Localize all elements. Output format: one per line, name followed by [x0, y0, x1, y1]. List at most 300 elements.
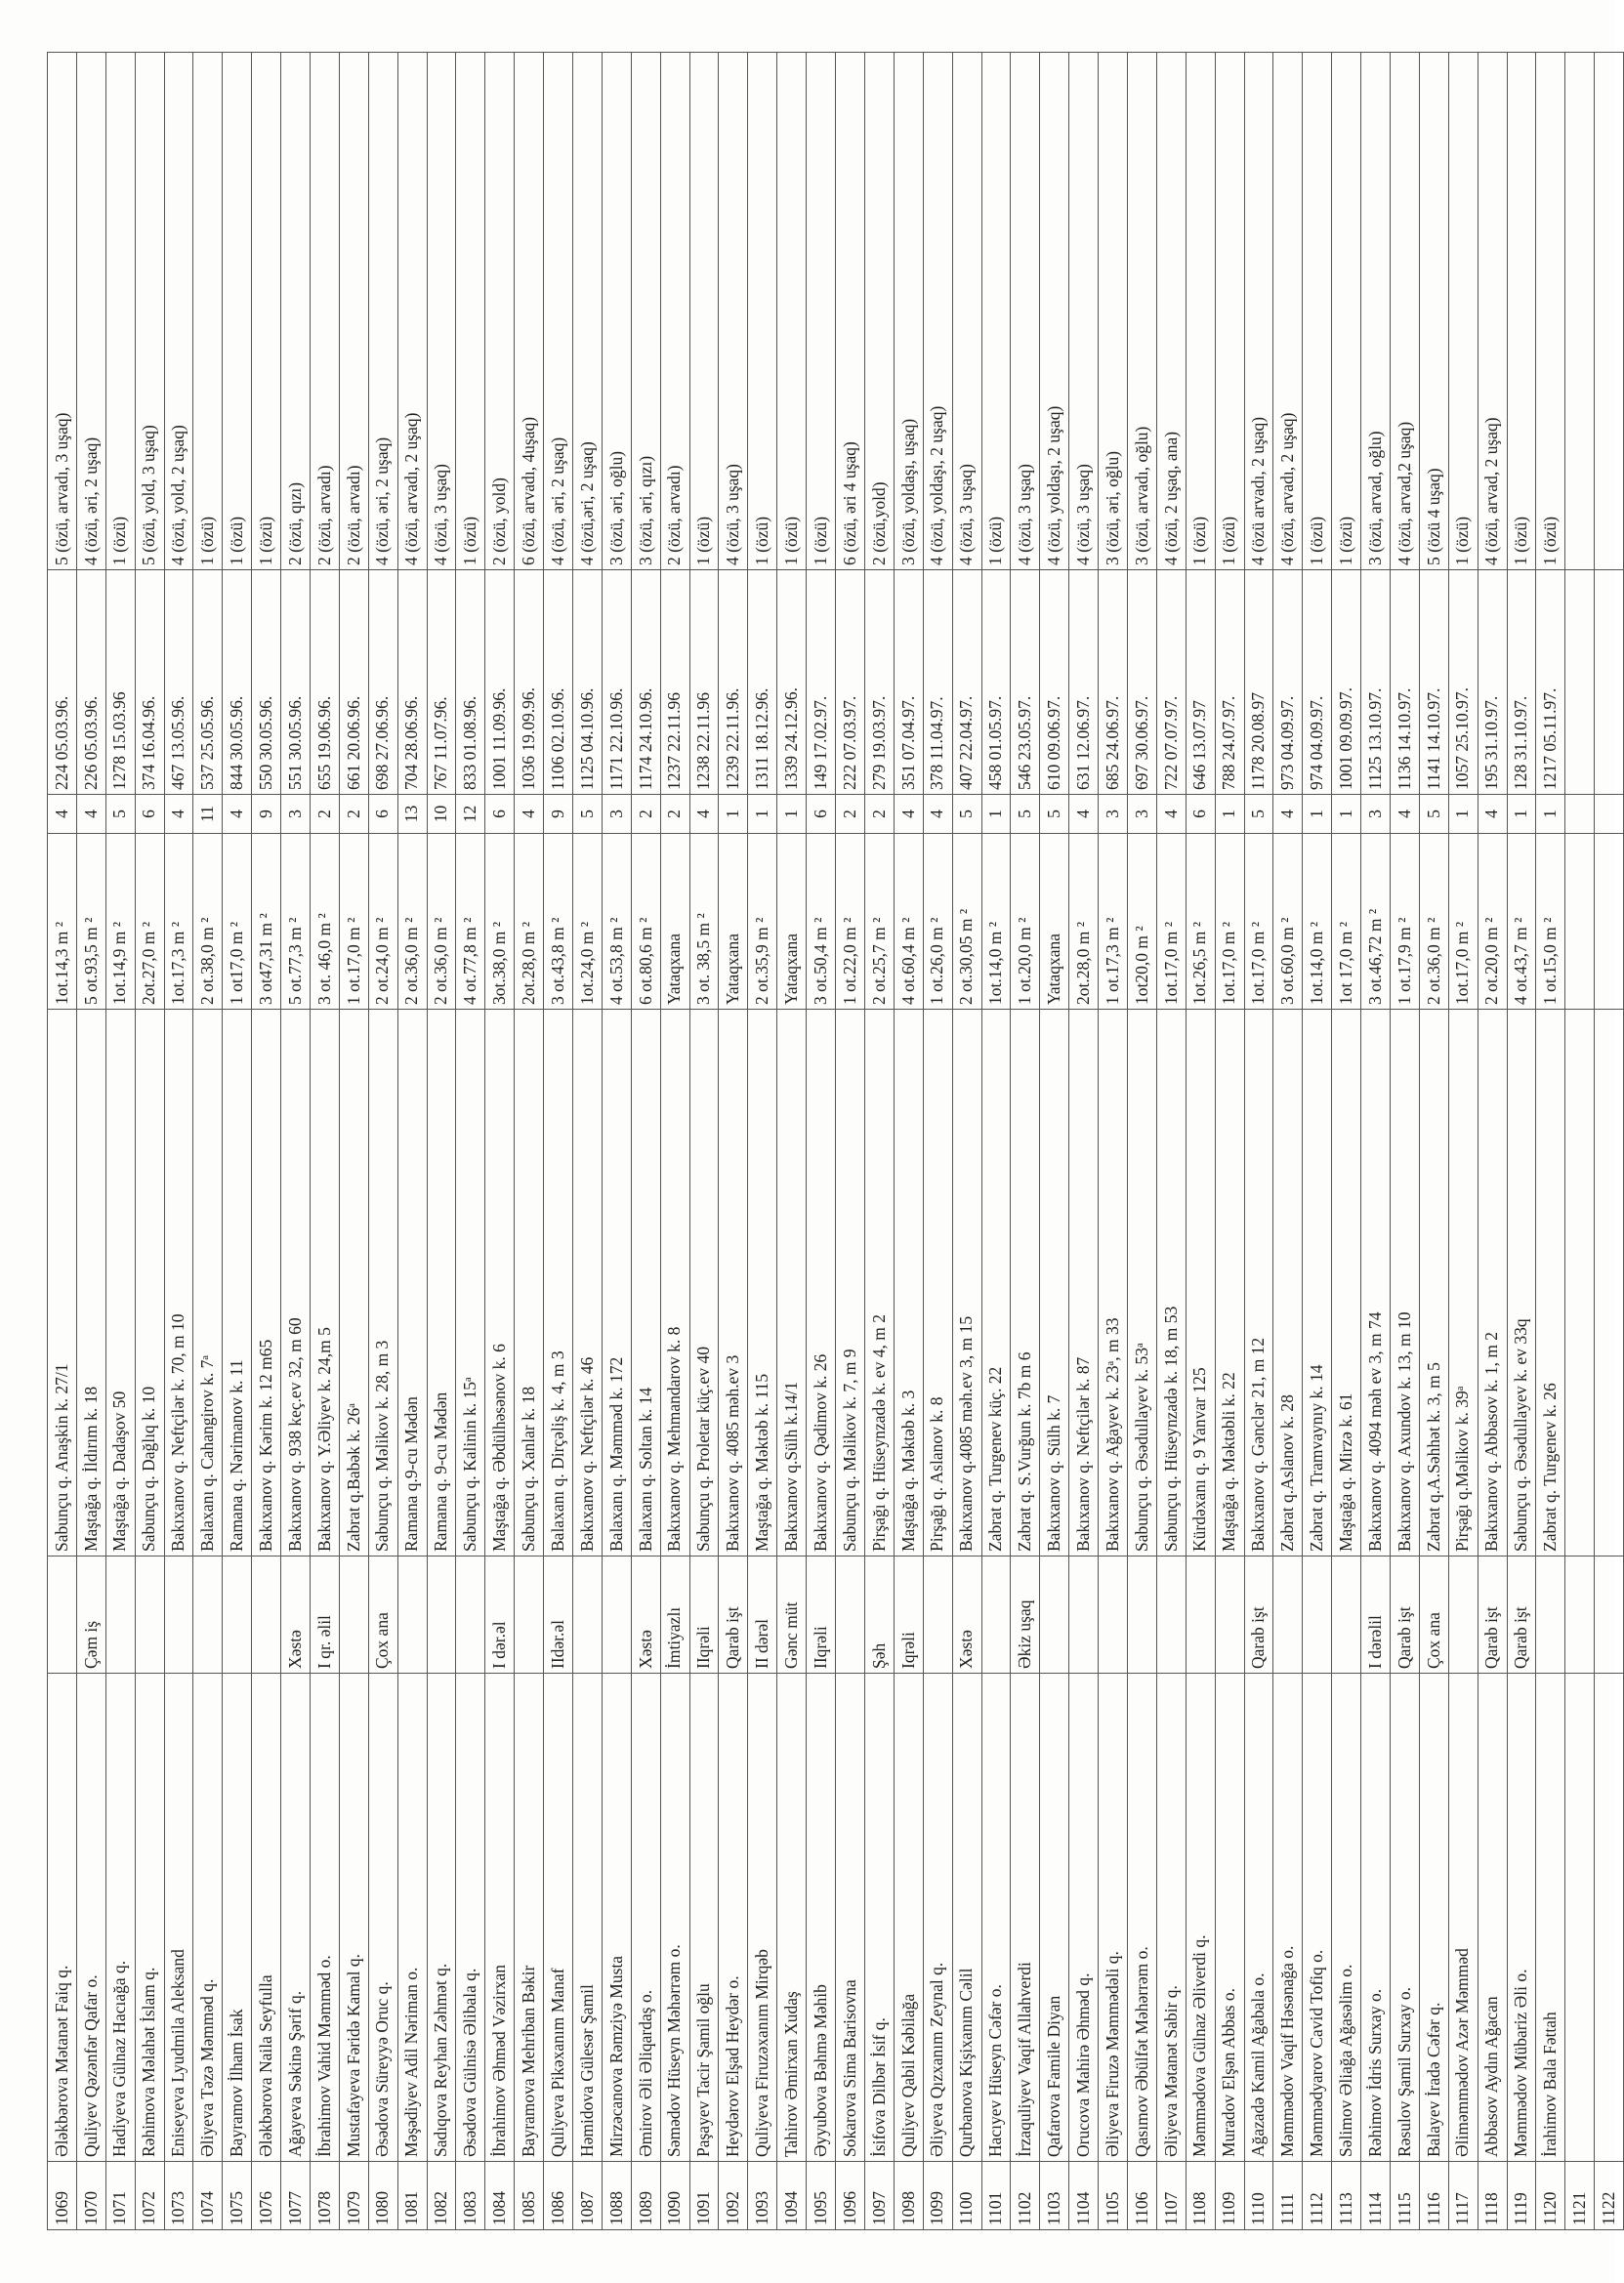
registration-number-date-cell: 833 01.08.96.: [456, 570, 485, 795]
address-cell: Maştağa q. İldırım k. 18: [76, 1010, 105, 1557]
family-composition-cell: 3 (özü, arvad, oğlu): [1361, 53, 1391, 570]
family-size-cell: 4: [1069, 795, 1099, 834]
registration-number-date-cell: 222 07.03.97.: [836, 570, 865, 795]
row-number-cell: 1114: [1361, 2162, 1391, 2230]
table-row: [981, 53, 1011, 2230]
apartment-info-cell: 3 ot.50,4 m ²: [807, 834, 836, 1010]
registration-number-date-cell: 1311 18.12.96.: [748, 570, 777, 795]
priority-category-cell: Xəstə: [281, 1557, 311, 1674]
priority-category-cell: [1215, 1557, 1244, 1674]
apartment-info-cell: 1ot.14,3 m ²: [48, 834, 77, 1010]
registration-number-date-cell: 788 24.07.97.: [1215, 570, 1244, 795]
apartment-info-cell: 2ot.28,0 m ²: [1069, 834, 1099, 1010]
priority-category-cell: [252, 1557, 281, 1674]
row-number-cell: 1069: [48, 2162, 77, 2230]
row-number-cell: 1072: [135, 2162, 164, 2230]
row-number-cell: 1077: [281, 2162, 311, 2230]
priority-category-cell: [397, 1557, 427, 1674]
person-name-cell: Hadiyeva Gülnaz Hacıağa q.: [105, 1674, 135, 2162]
apartment-info-cell: 1ot20,0 m ²: [1127, 834, 1156, 1010]
row-number-cell: 1075: [223, 2162, 252, 2230]
priority-category-cell: IIdər.əl: [544, 1557, 573, 1674]
priority-category-cell: [573, 1557, 603, 1674]
person-name-cell: Muradov Elşən Abbas o.: [1215, 1674, 1244, 2162]
apartment-info-cell: 1 ot.15,0 m ²: [1536, 834, 1565, 1010]
family-composition-cell: 1 (özü): [456, 53, 485, 570]
table-row: [252, 53, 281, 2230]
registration-number-date-cell: 378 11.04.97.: [923, 570, 952, 795]
priority-category-cell: Gənc müt: [777, 1557, 807, 1674]
address-cell: Zabrat q.Babək k. 26ᵃ: [339, 1010, 368, 1557]
priority-category-cell: I dərəlil: [1361, 1557, 1391, 1674]
address-cell: [1595, 1010, 1624, 1557]
registration-number-date-cell: 704 28.06.96.: [397, 570, 427, 795]
person-name-cell: Məmmədyarov Cavid Tofiq o.: [1303, 1674, 1332, 2162]
family-composition-cell: 1 (özü): [1536, 53, 1565, 570]
table-row: [485, 53, 515, 2230]
address-cell: Sabunçu q. Məlikov k. 28, m 3: [368, 1010, 397, 1557]
priority-category-cell: IIqrəli: [689, 1557, 719, 1674]
family-size-cell: 1: [981, 795, 1011, 834]
address-cell: Maştağa q. Məktəb k. 115: [748, 1010, 777, 1557]
family-composition-cell: 1 (özü): [193, 53, 223, 570]
family-size-cell: 4: [923, 795, 952, 834]
person-name-cell: İrahimov Bala Fəttah: [1536, 1674, 1565, 2162]
apartment-info-cell: 1ot.14,9 m ²: [105, 834, 135, 1010]
family-size-cell: 10: [427, 795, 456, 834]
address-cell: Bakıxanov q. Abbasov k. 1, m 2: [1478, 1010, 1507, 1557]
table-row: [1040, 53, 1069, 2230]
family-size-cell: 4: [1156, 795, 1186, 834]
person-name-cell: Məmmədova Gülnaz Əliverdi q.: [1186, 1674, 1215, 2162]
priority-category-cell: [1069, 1557, 1099, 1674]
registration-number-date-cell: 149 17.02.97.: [807, 570, 836, 795]
table-row: [544, 53, 573, 2230]
address-cell: Sabunçu q. Hüseynzadə k. 18, m 53: [1156, 1010, 1186, 1557]
family-composition-cell: 4 (özü, əri, 2 uşaq): [368, 53, 397, 570]
registration-number-date-cell: 722 07.07.97.: [1156, 570, 1186, 795]
table-row: [719, 53, 748, 2230]
priority-category-cell: Xəstə: [952, 1557, 981, 1674]
row-number-cell: 1116: [1419, 2162, 1448, 2230]
address-cell: Bakıxanov q. Sülh k. 7: [1040, 1010, 1069, 1557]
family-size-cell: [1565, 795, 1595, 834]
family-size-cell: 3: [1099, 795, 1128, 834]
person-name-cell: Quliyeva Firuzəxanım Mirqəb: [748, 1674, 777, 2162]
registration-number-date-cell: 1125 04.10.96.: [573, 570, 603, 795]
table-row: [573, 53, 603, 2230]
family-composition-cell: 1 (özü): [1215, 53, 1244, 570]
family-size-cell: 4: [48, 795, 77, 834]
registration-number-date-cell: 1174 24.10.96.: [631, 570, 660, 795]
family-composition-cell: 3 (özü, arvadı, oğlu): [1127, 53, 1156, 570]
family-size-cell: 5: [1419, 795, 1448, 834]
family-composition-cell: 4 (özü, yold, 2 uşaq): [164, 53, 193, 570]
priority-category-cell: Qarab işt: [1390, 1557, 1419, 1674]
row-number-cell: 1119: [1507, 2162, 1536, 2230]
family-size-cell: 5: [952, 795, 981, 834]
apartment-info-cell: 1ot.17,0 m ²: [1448, 834, 1478, 1010]
row-number-cell: 1079: [339, 2162, 368, 2230]
family-size-cell: 9: [252, 795, 281, 834]
family-size-cell: 1: [1507, 795, 1536, 834]
priority-category-cell: Şəh: [864, 1557, 894, 1674]
table-row: [135, 53, 164, 2230]
family-composition-cell: 1 (özü): [777, 53, 807, 570]
priority-category-cell: [1099, 1557, 1128, 1674]
priority-category-cell: [1186, 1557, 1215, 1674]
apartment-info-cell: 1ot.17,3 m ²: [164, 834, 193, 1010]
row-number-cell: 1087: [573, 2162, 603, 2230]
table-row: [602, 53, 631, 2230]
row-number-cell: 1122: [1595, 2162, 1624, 2230]
address-cell: Maştağa q. Məktəb k. 3: [894, 1010, 923, 1557]
family-composition-cell: 2 (özü, arvadı): [311, 53, 340, 570]
person-name-cell: Ağayeva Səkinə Şərif q.: [281, 1674, 311, 2162]
address-cell: Sabunçu q. Xanlar k. 18: [515, 1010, 544, 1557]
person-name-cell: [1565, 1674, 1595, 2162]
apartment-info-cell: 2 ot.36,0 m ²: [397, 834, 427, 1010]
address-cell: Bakıxanov q. Mehmandarov k. 8: [660, 1010, 689, 1557]
row-number-cell: 1101: [981, 2162, 1011, 2230]
apartment-info-cell: 2 ot.36,0 m ²: [427, 834, 456, 1010]
address-cell: Bakıxanov q. Qədimov k. 26: [807, 1010, 836, 1557]
address-cell: Maştağa q. Əbdülhəsənov k. 6: [485, 1010, 515, 1557]
row-number-cell: 1100: [952, 2162, 981, 2230]
family-composition-cell: 1 (özü): [1332, 53, 1361, 570]
family-size-cell: 2: [836, 795, 865, 834]
apartment-info-cell: 2 ot.35,9 m ²: [748, 834, 777, 1010]
family-composition-cell: 4 (özü, arvadı, 2 uşaq): [1273, 53, 1303, 570]
row-number-cell: 1078: [311, 2162, 340, 2230]
table-row: [689, 53, 719, 2230]
person-name-cell: Əmirov Əli Əliqardaş o.: [631, 1674, 660, 2162]
apartment-info-cell: 5 ot.77,3 m ²: [281, 834, 311, 1010]
family-size-cell: 2: [660, 795, 689, 834]
person-name-cell: Quliyev Qabil Kəbilağa: [894, 1674, 923, 2162]
person-name-cell: Məmmədov Mübariz Əli o.: [1507, 1674, 1536, 2162]
registration-number-date-cell: 1136 14.10.97.: [1390, 570, 1419, 795]
apartment-info-cell: 1ot.14,0 m ²: [981, 834, 1011, 1010]
address-cell: Sabunçu q. Əsədullayev k. 53ᵃ: [1127, 1010, 1156, 1557]
priority-category-cell: [602, 1557, 631, 1674]
family-composition-cell: 1 (özü): [748, 53, 777, 570]
table-row: [807, 53, 836, 2230]
table-row: [631, 53, 660, 2230]
priority-category-cell: [339, 1557, 368, 1674]
priority-category-cell: Çəm iş: [76, 1557, 105, 1674]
apartment-info-cell: 4 ot.43,7 m ²: [1507, 834, 1536, 1010]
address-cell: Pirşağı q.Məlikov k. 39ᵃ: [1448, 1010, 1478, 1557]
address-cell: Maştağa q. Məktəbli k. 22: [1215, 1010, 1244, 1557]
person-name-cell: Paşayev Tacir Şamil oğlu: [689, 1674, 719, 2162]
family-composition-cell: 3 (özü, əri, qızı): [631, 53, 660, 570]
person-name-cell: İrzaquliyev Vaqif Allahverdi: [1011, 1674, 1040, 2162]
apartment-info-cell: 1 ot.20,0 m ²: [1011, 834, 1040, 1010]
person-name-cell: Əliyeva Mətanət Sabir q.: [1156, 1674, 1186, 2162]
family-composition-cell: 5 (özü, yold, 3 uşaq): [135, 53, 164, 570]
address-cell: Pirşağı q. Aslanov k. 8: [923, 1010, 952, 1557]
family-size-cell: 4: [223, 795, 252, 834]
person-name-cell: [1595, 1674, 1624, 2162]
priority-category-cell: IIqrəli: [807, 1557, 836, 1674]
row-number-cell: 1073: [164, 2162, 193, 2230]
registration-number-date-cell: 128 31.10.97.: [1507, 570, 1536, 795]
registration-number-date-cell: 279 19.03.97.: [864, 570, 894, 795]
address-cell: Maştağa q. Mirzə k. 61: [1332, 1010, 1361, 1557]
registration-number-date-cell: 685 24.06.97.: [1099, 570, 1128, 795]
family-size-cell: 6: [485, 795, 515, 834]
registration-number-date-cell: 661 20.06.96.: [339, 570, 368, 795]
address-cell: Maştağa q. Dadaşov 50: [105, 1010, 135, 1557]
row-number-cell: 1115: [1390, 2162, 1419, 2230]
row-number-cell: 1118: [1478, 2162, 1507, 2230]
table-row: [1186, 53, 1215, 2230]
priority-category-cell: [1040, 1557, 1069, 1674]
table-row: [1595, 53, 1624, 2230]
address-cell: [1565, 1010, 1595, 1557]
row-number-cell: 1085: [515, 2162, 544, 2230]
table-row: [1127, 53, 1156, 2230]
address-cell: Balaxanı q. Soltan k. 14: [631, 1010, 660, 1557]
person-name-cell: Ələkbərova Naila Seyfulla: [252, 1674, 281, 2162]
person-name-cell: Heydərov Elşad Heydər o.: [719, 1674, 748, 2162]
family-size-cell: 6: [368, 795, 397, 834]
address-cell: Bakıxanov q. Neftçilər k. 46: [573, 1010, 603, 1557]
priority-category-cell: [193, 1557, 223, 1674]
table-row: [1069, 53, 1099, 2230]
row-number-cell: 1097: [864, 2162, 894, 2230]
family-composition-cell: 2 (özü, qızı): [281, 53, 311, 570]
family-composition-cell: 2 (özü, yold): [485, 53, 515, 570]
table-row: [1565, 53, 1595, 2230]
family-composition-cell: 4 (özü, 3 uşaq): [719, 53, 748, 570]
registration-number-date-cell: 195 31.10.97.: [1478, 570, 1507, 795]
person-name-cell: Rəhimov İdris Surxay o.: [1361, 1674, 1391, 2162]
family-composition-cell: 4 (özü, 3 uşaq): [1069, 53, 1099, 570]
apartment-info-cell: 2 ot.36,0 m ²: [1419, 834, 1448, 1010]
family-size-cell: 3: [1361, 795, 1391, 834]
person-name-cell: Səlimov Əliağa Ağasəlim o.: [1332, 1674, 1361, 2162]
apartment-info-cell: 2 ot.38,0 m ²: [193, 834, 223, 1010]
person-name-cell: Orucova Mahirə Əhməd q.: [1069, 1674, 1099, 2162]
address-cell: Zabrat q. S.Vurğun k. 7b m 6: [1011, 1010, 1040, 1557]
address-cell: Bakıxanov q. Neftçilər k. 70, m 10: [164, 1010, 193, 1557]
registration-number-date-cell: 1237 22.11.96: [660, 570, 689, 795]
address-cell: Bakıxanov q. 4094 məh ev 3, m 74: [1361, 1010, 1391, 1557]
family-size-cell: 6: [1186, 795, 1215, 834]
priority-category-cell: [1303, 1557, 1332, 1674]
family-size-cell: 13: [397, 795, 427, 834]
family-composition-cell: 6 (özü, arvadı, 4uşaq): [515, 53, 544, 570]
apartment-info-cell: 1ot.17,0 m ²: [1156, 834, 1186, 1010]
table-row: [1332, 53, 1361, 2230]
family-size-cell: 4: [515, 795, 544, 834]
priority-category-cell: [1448, 1557, 1478, 1674]
family-composition-cell: 2 (özü, arvadı): [660, 53, 689, 570]
apartment-info-cell: 1 ot.22,0 m ²: [836, 834, 865, 1010]
row-number-cell: 1094: [777, 2162, 807, 2230]
row-number-cell: 1099: [923, 2162, 952, 2230]
family-composition-cell: 4 (özü, 3 uşaq): [952, 53, 981, 570]
table-row: [1419, 53, 1448, 2230]
address-cell: Zabrat q. Turgenev k. 26: [1536, 1010, 1565, 1557]
person-name-cell: İbrahimov Vahid Məmməd o.: [311, 1674, 340, 2162]
row-number-cell: 1092: [719, 2162, 748, 2230]
priority-category-cell: Çox ana: [1419, 1557, 1448, 1674]
person-name-cell: Bayramova Mehriban Bəkir: [515, 1674, 544, 2162]
priority-category-cell: [1536, 1557, 1565, 1674]
priority-category-cell: Xəstə: [631, 1557, 660, 1674]
row-number-cell: 1080: [368, 2162, 397, 2230]
priority-category-cell: [1127, 1557, 1156, 1674]
priority-category-cell: [105, 1557, 135, 1674]
row-number-cell: 1082: [427, 2162, 456, 2230]
registration-number-date-cell: 646 13.07.97: [1186, 570, 1215, 795]
row-number-cell: 1121: [1565, 2162, 1595, 2230]
person-name-cell: Bayramov İlham İsak: [223, 1674, 252, 2162]
address-cell: Ramana q. 9-cu Mədən: [427, 1010, 456, 1557]
family-size-cell: 1: [1303, 795, 1332, 834]
apartment-info-cell: 3 ot.60,0 m ²: [1273, 834, 1303, 1010]
row-number-cell: 1104: [1069, 2162, 1099, 2230]
table-row: [368, 53, 397, 2230]
family-size-cell: 6: [135, 795, 164, 834]
family-size-cell: 4: [1390, 795, 1419, 834]
table-row: [660, 53, 689, 2230]
address-cell: Bakıxanov q.Sülh k.14/1: [777, 1010, 807, 1557]
person-name-cell: Həmidova Gülesər Şamil: [573, 1674, 603, 2162]
registration-number-date-cell: 697 30.06.97.: [1127, 570, 1156, 795]
address-cell: Pirşağı q. Hüseynzadə k. ev 4, m 2: [864, 1010, 894, 1557]
table-body: [48, 53, 1624, 2230]
priority-category-cell: [836, 1557, 865, 1674]
priority-category-cell: [1595, 1557, 1624, 1674]
table-row: [1390, 53, 1419, 2230]
priority-category-cell: Əkiz uşaq: [1011, 1557, 1040, 1674]
person-name-cell: Quliyeva Pikəxanım Manaf: [544, 1674, 573, 2162]
family-size-cell: 4: [1273, 795, 1303, 834]
person-name-cell: Eniseyeva Lyudmila Aleksand: [164, 1674, 193, 2162]
row-number-cell: 1117: [1448, 2162, 1478, 2230]
person-name-cell: Rəsulov Şamil Surxay o.: [1390, 1674, 1419, 2162]
row-number-cell: 1091: [689, 2162, 719, 2230]
address-cell: Sabunçu q. Əsədullayev k. ev 33q: [1507, 1010, 1536, 1557]
apartment-info-cell: [1595, 834, 1624, 1010]
table-row: [1099, 53, 1128, 2230]
family-size-cell: 3: [602, 795, 631, 834]
person-name-cell: Ağazadə Kamil Ağabala o.: [1244, 1674, 1273, 2162]
registration-number-date-cell: 551 30.05.96.: [281, 570, 311, 795]
family-size-cell: 5: [105, 795, 135, 834]
registration-number-date-cell: 407 22.04.97.: [952, 570, 981, 795]
table-row: [48, 53, 77, 2230]
person-name-cell: Səmədov Hüseyn Məhərrəm o.: [660, 1674, 689, 2162]
registration-number-date-cell: 767 11.07.96.: [427, 570, 456, 795]
row-number-cell: 1076: [252, 2162, 281, 2230]
family-composition-cell: 4 (özü arvadı, 2 uşaq): [1244, 53, 1273, 570]
family-composition-cell: 1 (özü): [807, 53, 836, 570]
table-row: [864, 53, 894, 2230]
table-row: [1361, 53, 1391, 2230]
family-composition-cell: 4 (özü, arvad,2 uşaq): [1390, 53, 1419, 570]
family-size-cell: 4: [689, 795, 719, 834]
family-composition-cell: 1 (özü): [223, 53, 252, 570]
address-cell: Balaxanı q. Məmməd k. 172: [602, 1010, 631, 1557]
priority-category-cell: Qarab işt: [719, 1557, 748, 1674]
registration-number-date-cell: 458 01.05.97.: [981, 570, 1011, 795]
person-name-cell: Sadıqova Reyhan Zəhmət q.: [427, 1674, 456, 2162]
apartment-info-cell: 6 ot.80,6 m ²: [631, 834, 660, 1010]
family-composition-cell: 2 (özü, arvadı): [339, 53, 368, 570]
table-row: [456, 53, 485, 2230]
apartment-info-cell: 2 ot.25,7 m ²: [864, 834, 894, 1010]
family-composition-cell: 1 (özü): [981, 53, 1011, 570]
row-number-cell: 1108: [1186, 2162, 1215, 2230]
priority-category-cell: [515, 1557, 544, 1674]
table-row: [1215, 53, 1244, 2230]
row-number-cell: 1112: [1303, 2162, 1332, 2230]
address-cell: Bakıxanov q. Y.Əliyev k. 24,m 5: [311, 1010, 340, 1557]
family-size-cell: 1: [1332, 795, 1361, 834]
registration-number-date-cell: 1001 09.09.97.: [1332, 570, 1361, 795]
priority-category-cell: [981, 1557, 1011, 1674]
priority-category-cell: [1273, 1557, 1303, 1674]
apartment-info-cell: 1 ot.17,0 m ²: [339, 834, 368, 1010]
family-composition-cell: 4 (özü, 3 uşaq): [427, 53, 456, 570]
address-cell: Zabrat q. Turgenev küç. 22: [981, 1010, 1011, 1557]
apartment-info-cell: Yataqxana: [777, 834, 807, 1010]
priority-category-cell: [456, 1557, 485, 1674]
row-number-cell: 1083: [456, 2162, 485, 2230]
apartment-info-cell: 4 ot.53,8 m ²: [602, 834, 631, 1010]
table-row: [1448, 53, 1478, 2230]
person-name-cell: Məşədiyev Adil Nəriman o.: [397, 1674, 427, 2162]
table-row: [923, 53, 952, 2230]
row-number-cell: 1086: [544, 2162, 573, 2230]
family-composition-cell: 1 (özü): [1448, 53, 1478, 570]
person-name-cell: Məmmədov Vaqif Həsənağa o.: [1273, 1674, 1303, 2162]
priority-category-cell: [135, 1557, 164, 1674]
family-composition-cell: 4 (özü, 3 uşaq): [1011, 53, 1040, 570]
apartment-info-cell: Yataqxana: [719, 834, 748, 1010]
family-composition-cell: 5 (özü, arvadı, 3 uşaq): [48, 53, 77, 570]
table-row: [76, 53, 105, 2230]
apartment-info-cell: 1ot.17,0 m ²: [1244, 834, 1273, 1010]
person-name-cell: İbrahimov Əhməd Vəzirxan: [485, 1674, 515, 2162]
apartment-info-cell: Yataqxana: [1040, 834, 1069, 1010]
apartment-info-cell: 1ot.14,0 m ²: [1303, 834, 1332, 1010]
family-size-cell: 5: [1244, 795, 1273, 834]
priority-category-cell: I dər.əl: [485, 1557, 515, 1674]
registration-number-date-cell: [1565, 570, 1595, 795]
registration-number-date-cell: 631 12.06.97.: [1069, 570, 1099, 795]
table-row: [1303, 53, 1332, 2230]
family-composition-cell: 1 (özü): [1507, 53, 1536, 570]
family-size-cell: 4: [76, 795, 105, 834]
table-row: [1507, 53, 1536, 2230]
person-name-cell: Əsədova Süreyyə Oruc q.: [368, 1674, 397, 2162]
family-composition-cell: 6 (özü, əri 4 uşaq): [836, 53, 865, 570]
apartment-info-cell: 3ot.38,0 m ²: [485, 834, 515, 1010]
apartment-info-cell: 1 ot.17,3 m ²: [1099, 834, 1128, 1010]
priority-category-cell: Qarab işt: [1507, 1557, 1536, 1674]
family-size-cell: 1: [777, 795, 807, 834]
address-cell: Sabunçu q. Kalinin k. 15ᵃ: [456, 1010, 485, 1557]
registration-number-date-cell: 610 09.06.97.: [1040, 570, 1069, 795]
family-size-cell: 1: [1215, 795, 1244, 834]
registration-number-date-cell: 1339 24.12.96.: [777, 570, 807, 795]
